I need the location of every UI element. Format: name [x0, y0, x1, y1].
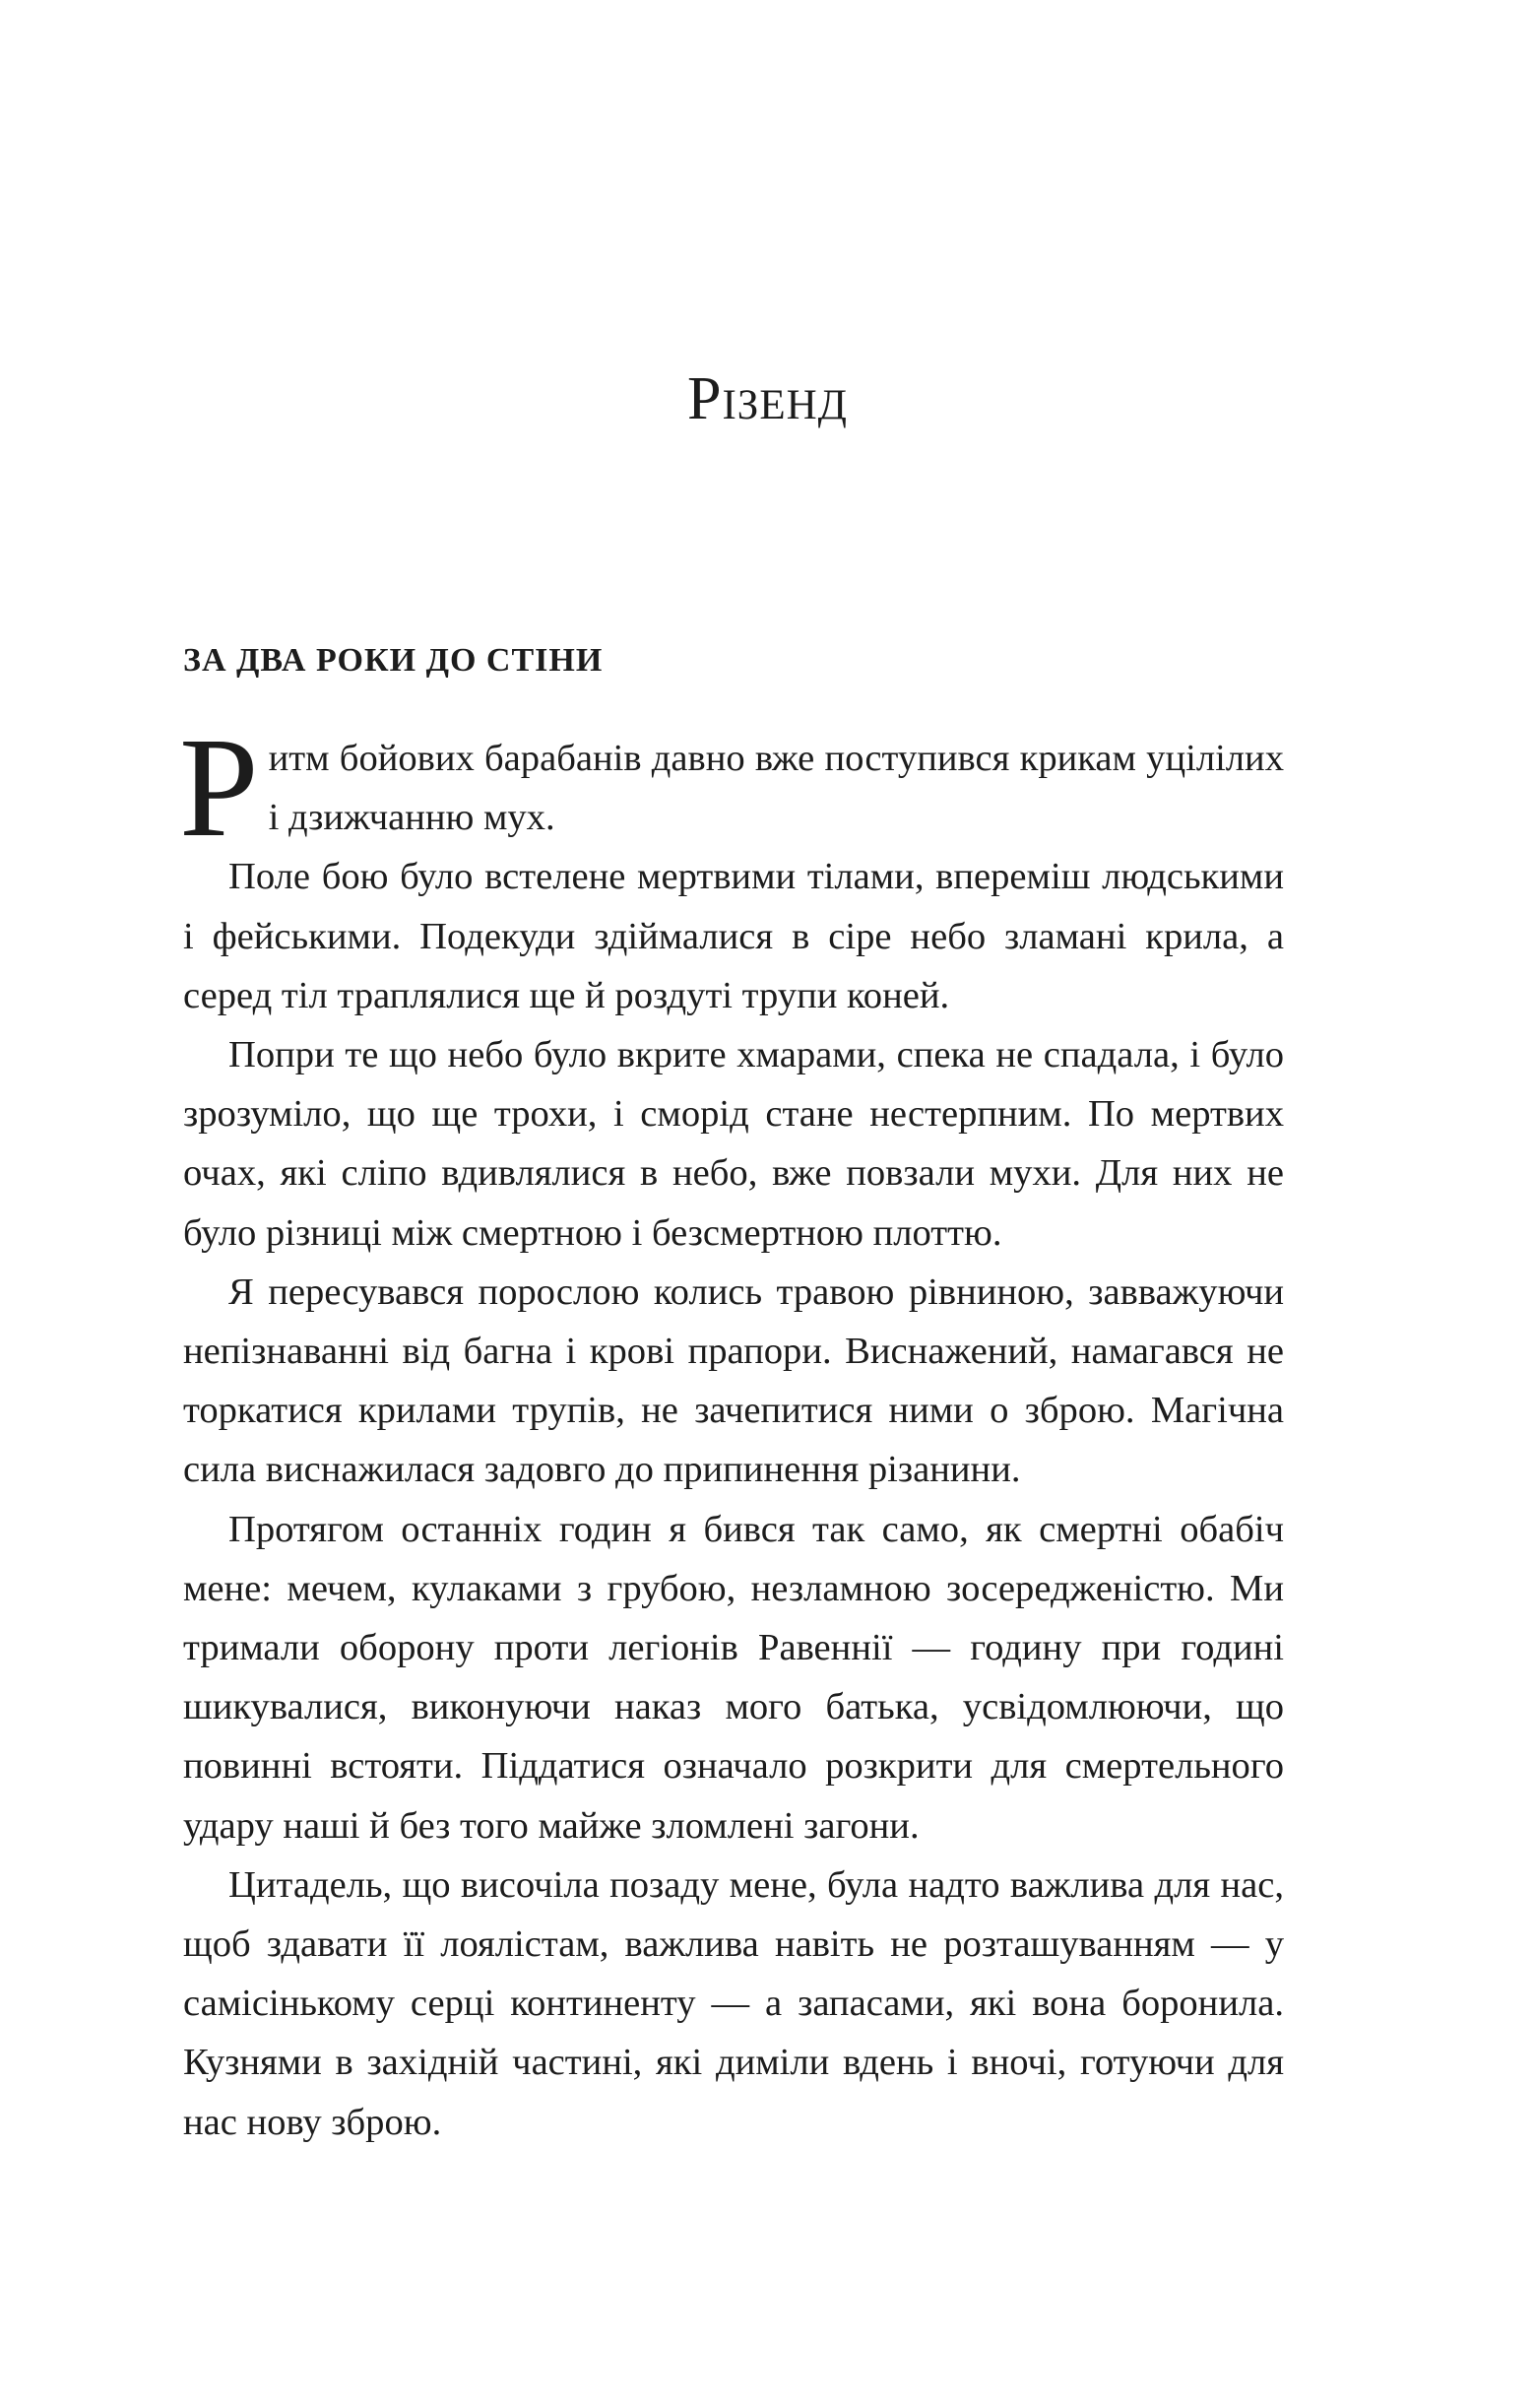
chapter-title: Різенд: [687, 365, 848, 432]
body-text: [179, 709, 1284, 2152]
paragraph-5: Протягом останніх годин я бився так само, як смертні обабіч мене: мечем, кулаками з грубою, незламною зосередженістю. Ми тримали оборону проти легіонів Равеннії — годину при годині шикувалися, виконуючи наказ мого батька, усвідомлюючи, що повинні встояти. Піддатися означало розкрити для смертельного удару наші й без того майже зломлені загони.: [183, 1508, 1284, 1847]
drop-cap: Р: [179, 709, 259, 867]
paragraph-6: Цитадель, що височіла позаду мене, була надто важлива для нас, щоб здавати її лоялістам, важлива навіть не розташуванням — у самісінькому серці континенту — а запасами, які вона боронила. Кузнями в західній частині, які диміли вдень і вночі, готуючи для нас нову зброю.: [183, 1863, 1284, 2143]
paragraph-2: Поле бою було встелене мертвими тілами, впереміш людськими і фейськими. Подекуди здіймалися в сіре небо зламані крила, а серед тіл траплялися ще й роздуті трупи коней.: [183, 856, 1284, 1016]
section-heading: ЗА ДВА РОКИ ДО СТІНИ: [183, 642, 604, 679]
paragraph-1: [179, 709, 1284, 867]
paragraph-1-text: итм бойових барабанів давно вже поступився крикам уцілілих і дзижчанню мух.: [268, 738, 1284, 839]
paragraph-3: Попри те що небо було вкрите хмарами, спека не спадала, і було зрозуміло, що ще трохи, і сморід стане нестерпним. По мертвих очах, які сліпо вдивлялися в небо, вже повзали мухи. Для них не було різниці між смертною і безсмертною плоттю.: [183, 1034, 1284, 1254]
paragraph-4: Я пересувався порослою колись травою рівниною, завважуючи непізнаванні від багна і крові прапори. Виснажений, намагався не торкатися крилами трупів, не зачепитися ними о зброю. Магічна сила виснажилася задовго до припинення різанини.: [183, 1270, 1284, 1491]
